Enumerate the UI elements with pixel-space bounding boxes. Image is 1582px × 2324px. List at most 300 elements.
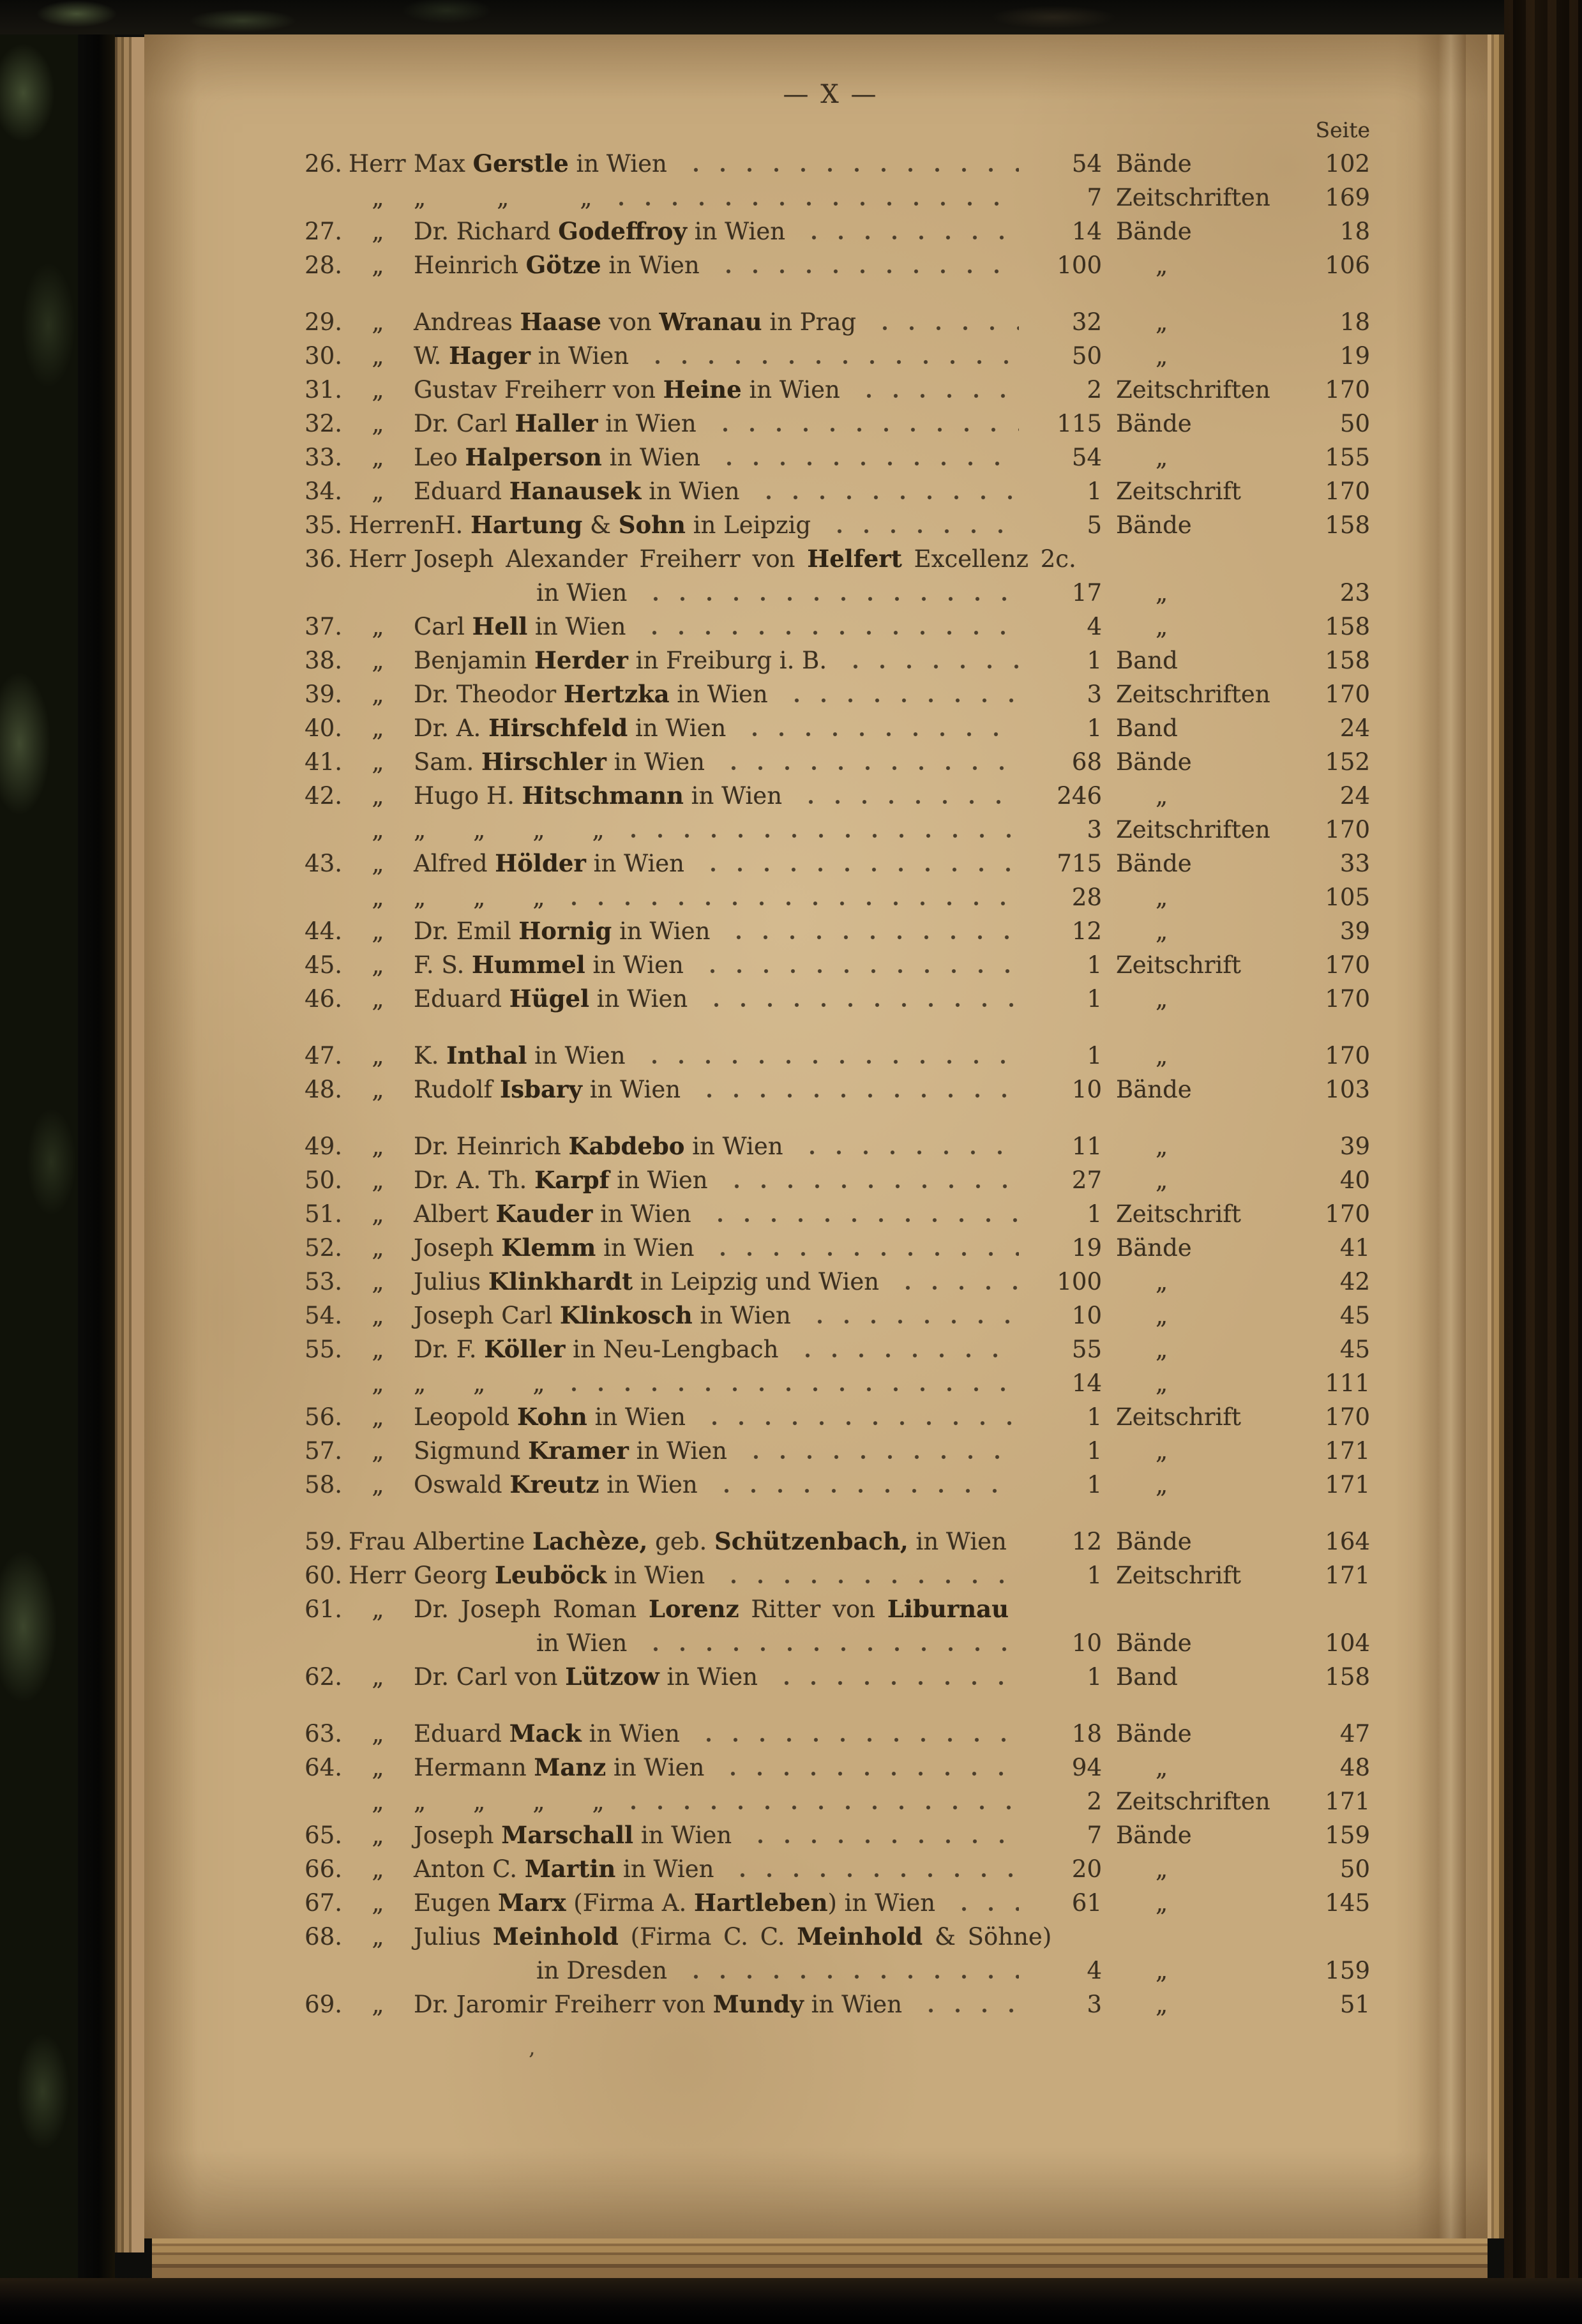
volume-unit: „: [1156, 917, 1168, 945]
name-segment: Inthal: [446, 1041, 527, 1069]
entry-row: [291, 1592, 1370, 1626]
seite-column-header: Seite: [1315, 117, 1370, 142]
entry-number: [291, 880, 342, 914]
volume-count: 3: [1087, 681, 1102, 708]
entry-number: 50.: [305, 1166, 342, 1194]
entry-row: [291, 1163, 1370, 1197]
volume-count: 10: [1071, 1076, 1102, 1103]
entry-row: [291, 1525, 1370, 1558]
name-segment: Schützenbach,: [714, 1527, 908, 1555]
page-ref: 171: [1325, 1562, 1370, 1589]
volume-unit: „: [1156, 252, 1168, 279]
name-segment: Hermann: [414, 1754, 534, 1781]
dot-leader: [719, 914, 1019, 948]
page-edges-right: [1488, 34, 1504, 2238]
name-segment: Heinrich: [414, 252, 526, 279]
name-segment: Julius: [414, 1923, 493, 1950]
name-segment: Hirschler: [481, 748, 606, 776]
page-ref: 40: [1339, 1166, 1370, 1194]
page-ref: 18: [1339, 308, 1370, 336]
dot-leader: [717, 1163, 1019, 1197]
person-prefix: „: [372, 1923, 384, 1950]
entry-row: [291, 1852, 1370, 1886]
name-segment: Marx: [498, 1889, 566, 1917]
person-prefix: „: [372, 1663, 384, 1691]
person-prefix: „: [372, 681, 384, 708]
entry-number: 69.: [305, 1991, 342, 2018]
entry-name: [414, 1299, 791, 1332]
entry-number: 46.: [305, 985, 342, 1013]
volume-unit: Bände: [1116, 1076, 1192, 1103]
person-prefix: „: [372, 1076, 384, 1103]
entry-number: 29.: [305, 308, 342, 336]
dot-leader: [676, 147, 1019, 181]
entry-name: [414, 1660, 758, 1694]
dot-leader: [791, 779, 1019, 813]
dot-leader: [888, 1265, 1019, 1299]
volume-unit: „: [1156, 1991, 1168, 2018]
name-segment: in Wien: [628, 1437, 727, 1465]
page-ref: 48: [1339, 1754, 1370, 1781]
name-segment: Kabdebo: [568, 1132, 685, 1160]
person-prefix: „: [372, 816, 384, 843]
entry-number: 32.: [305, 410, 342, 437]
volume-unit: Bände: [1116, 511, 1192, 539]
name-segment: Klemm: [501, 1234, 596, 1262]
page-edges-left: [115, 37, 144, 2252]
page-ref: 171: [1325, 1788, 1370, 1815]
name-segment: Hitschmann: [522, 781, 684, 810]
name-segment: Dr. Carl: [414, 410, 515, 437]
volume-count: 10: [1071, 1302, 1102, 1329]
entry-row: [291, 1265, 1370, 1299]
entry-name: [414, 441, 700, 474]
volume-count: 2: [1087, 1788, 1102, 1815]
page-ref: 145: [1325, 1889, 1370, 1917]
volume-count: 1: [1087, 1663, 1102, 1691]
page-ref: 103: [1325, 1076, 1370, 1103]
entry-number: [291, 1366, 342, 1400]
volume-unit: Bände: [1116, 1720, 1192, 1747]
entry-number: 61.: [305, 1596, 342, 1623]
name-segment: in Wien: [633, 1822, 732, 1849]
volume-count: 1: [1087, 1042, 1102, 1069]
person-prefix: „: [372, 1855, 384, 1883]
entry-number: [291, 813, 342, 847]
name-segment: Gustav Freiherr von: [414, 376, 663, 404]
name-segment: in Wien: [587, 1403, 686, 1431]
entry-name: [414, 847, 684, 880]
volume-count: 14: [1071, 1370, 1102, 1397]
person-prefix: „: [372, 410, 384, 437]
person-prefix: Herr: [349, 1562, 406, 1589]
dot-leader: [638, 339, 1019, 373]
name-segment: Sigmund: [414, 1437, 529, 1465]
name-segment: in Wien: [803, 1991, 903, 2018]
entry-number: 68.: [305, 1923, 342, 1950]
name-segment: Götze: [525, 251, 601, 279]
person-prefix: „: [372, 184, 384, 211]
name-segment: Sohn: [618, 511, 686, 539]
name-segment: Gerstle: [472, 149, 569, 177]
name-segment: Albertine: [414, 1528, 533, 1555]
name-segment: Hertzka: [563, 680, 670, 708]
volume-unit: „: [1156, 1268, 1168, 1295]
volume-unit: „: [1156, 579, 1168, 607]
dot-leader: [944, 1886, 1019, 1920]
person-prefix: „: [372, 1991, 384, 2018]
entry-name: [414, 1954, 667, 1988]
name-segment: in Wien: [683, 782, 783, 810]
volume-unit: Bände: [1116, 218, 1192, 245]
name-segment: in Wien: [908, 1528, 1007, 1555]
entry-row: [291, 1660, 1370, 1694]
name-segment: Hager: [449, 342, 531, 370]
name-segment: Albert: [414, 1200, 496, 1228]
person-prefix: „: [372, 1471, 384, 1498]
name-segment: Marschall: [501, 1821, 634, 1849]
name-segment: Isbary: [499, 1075, 582, 1103]
dot-leader: [689, 1717, 1019, 1751]
name-segment: K.: [414, 1042, 447, 1069]
volume-unit: „: [1156, 1302, 1168, 1329]
page-ref: 45: [1339, 1302, 1370, 1329]
entry-name: „ „ „: [414, 884, 545, 911]
entry-row: [291, 1886, 1370, 1920]
dot-leader: [777, 677, 1019, 711]
entry-row: [291, 1626, 1370, 1660]
entry-name: [414, 474, 740, 508]
entry-number: [291, 576, 342, 610]
name-segment: Haller: [515, 409, 598, 437]
dot-leader: [707, 1468, 1019, 1502]
volume-count: 100: [1057, 252, 1102, 279]
dot-leader: [749, 474, 1019, 508]
page-number-header: — X —: [783, 80, 878, 109]
volume-unit: „: [1156, 1889, 1168, 1917]
page-ref: 158: [1325, 1663, 1370, 1691]
entry-row: [291, 644, 1370, 677]
name-segment: & Söhne): [923, 1923, 1052, 1950]
page-ref: 158: [1325, 613, 1370, 640]
volume-count: 100: [1057, 1268, 1102, 1295]
name-segment: Dr. F.: [414, 1336, 485, 1363]
dot-leader: [735, 711, 1019, 745]
entry-name: [414, 1434, 727, 1468]
volume-count: 7: [1087, 184, 1102, 211]
name-segment: Dr. Carl von: [414, 1663, 566, 1691]
entry-name: [414, 542, 1076, 576]
entry-name: [414, 1920, 1051, 1954]
name-segment: in Leipzig und Wien: [633, 1268, 880, 1295]
dot-leader: [601, 181, 1019, 215]
volume-unit: Bände: [1116, 150, 1192, 177]
entry-number: [291, 181, 342, 215]
entry-name: [414, 1558, 705, 1592]
entry-name: „ „ „: [414, 1370, 545, 1397]
dot-leader: [554, 880, 1019, 914]
entry-name: [414, 1525, 1007, 1558]
dot-leader: [794, 215, 1019, 248]
entry-number: 33.: [305, 444, 342, 471]
name-segment: Joseph: [414, 1234, 502, 1262]
name-segment: Manz: [534, 1753, 606, 1781]
name-segment: in Wien: [585, 951, 684, 979]
name-segment: (Firma C. C.: [618, 1923, 797, 1950]
dot-leader: [736, 1434, 1019, 1468]
volume-count: 1: [1087, 1403, 1102, 1431]
entry-row: [291, 779, 1370, 813]
entry-row: [291, 1751, 1370, 1784]
book-cover-right: [1504, 0, 1582, 2324]
name-segment: Benjamin: [414, 647, 534, 674]
volume-count: 12: [1071, 917, 1102, 945]
name-segment: Ritter von: [739, 1596, 887, 1623]
volume-unit: „: [1156, 613, 1168, 640]
volume-count: 1: [1087, 1437, 1102, 1465]
name-segment: Hügel: [509, 985, 590, 1013]
volume-unit: „: [1156, 1437, 1168, 1465]
person-prefix: „: [372, 1336, 384, 1363]
person-prefix: „: [372, 1437, 384, 1465]
dot-leader: [714, 745, 1019, 779]
person-prefix: „: [372, 1403, 384, 1431]
page-ref: 170: [1325, 1200, 1370, 1228]
volume-count: 1: [1087, 714, 1102, 742]
volume-count: 68: [1071, 748, 1102, 776]
entry-name: [414, 948, 684, 982]
name-segment: Hugo H.: [414, 782, 522, 810]
name-segment: Sam.: [414, 748, 482, 776]
name-segment: H.: [435, 511, 471, 539]
page-ref: 102: [1325, 150, 1370, 177]
entry-name: [414, 1852, 714, 1886]
entry-number: 43.: [305, 850, 342, 877]
person-prefix: Frau: [349, 1528, 406, 1555]
entry-name: [414, 1197, 691, 1231]
volume-count: 4: [1087, 1957, 1102, 1984]
name-segment: in Wien: [615, 1855, 714, 1883]
name-segment: Leo: [414, 444, 465, 471]
person-prefix: „: [372, 1133, 384, 1160]
page-ref: 158: [1325, 647, 1370, 674]
donor-list: [291, 147, 1370, 2021]
book-cover-bottom: [0, 2278, 1582, 2324]
entry-row: [291, 373, 1370, 407]
name-segment: F. S.: [414, 951, 472, 979]
entry-number: 36.: [305, 545, 342, 573]
volume-count: 50: [1071, 342, 1102, 370]
entry-name: [414, 576, 627, 610]
page-ref: 171: [1325, 1437, 1370, 1465]
volume-unit: Bände: [1116, 1528, 1192, 1555]
entry-row: [291, 1920, 1370, 1954]
entry-name: [435, 508, 811, 542]
page-ref: 159: [1325, 1957, 1370, 1984]
page-ref: 155: [1325, 444, 1370, 471]
volume-unit: Bände: [1116, 1234, 1192, 1262]
name-segment: Eduard: [414, 1720, 509, 1747]
volume-unit: Zeitschriften: [1116, 184, 1270, 211]
dot-leader: [741, 1818, 1019, 1852]
page-ref: 51: [1339, 1991, 1370, 2018]
person-prefix: „: [372, 647, 384, 674]
volume-unit: „: [1156, 782, 1168, 810]
page-ref: 158: [1325, 511, 1370, 539]
name-segment: Alfred: [414, 850, 495, 877]
entry-name: „ „ „ „: [414, 1788, 605, 1815]
entry-name: [414, 1592, 1009, 1626]
name-segment: Herder: [534, 646, 628, 674]
printer-mark: ‚: [529, 2035, 536, 2060]
volume-unit: Band: [1116, 1663, 1178, 1691]
name-segment: in Wien: [659, 1663, 758, 1691]
entry-name: [414, 982, 688, 1016]
dot-leader: [820, 508, 1019, 542]
page-ref: 45: [1339, 1336, 1370, 1363]
name-segment: Hirschfeld: [488, 714, 628, 742]
book-spine-shadow: [78, 0, 115, 2324]
entry-number: 54.: [305, 1302, 342, 1329]
volume-count: 1: [1087, 951, 1102, 979]
dot-leader: [636, 1626, 1019, 1660]
entry-row: [291, 1988, 1370, 2021]
entry-number: 47.: [305, 1042, 342, 1069]
person-prefix: „: [372, 1234, 384, 1262]
page-ref: 170: [1325, 1042, 1370, 1069]
name-segment: in Wien: [606, 748, 705, 776]
page-ref: 41: [1339, 1234, 1370, 1262]
entry-row: [291, 508, 1370, 542]
name-segment: Joseph Alexander Freiherr von: [414, 545, 808, 573]
name-segment: in Wien: [606, 1562, 705, 1589]
volume-unit: „: [1156, 1471, 1168, 1498]
name-segment: in Wien: [568, 150, 667, 177]
person-prefix: „: [372, 1042, 384, 1069]
person-prefix: „: [372, 1822, 384, 1849]
dot-leader: [713, 1751, 1019, 1784]
entry-row: [291, 847, 1370, 880]
volume-count: 3: [1087, 1991, 1102, 2018]
name-segment: von: [601, 308, 659, 336]
entry-number: [291, 1954, 342, 1988]
volume-unit: Zeitschrift: [1116, 1200, 1241, 1228]
name-segment: Godeffroy: [558, 217, 687, 245]
entry-number: 27.: [305, 218, 342, 245]
entry-number: 59.: [305, 1528, 342, 1555]
name-segment: Max: [414, 150, 473, 177]
name-segment: in Wien: [669, 681, 768, 708]
name-segment: Leuböck: [494, 1561, 607, 1589]
person-prefix: Herr: [349, 150, 406, 177]
page-ref: 33: [1339, 850, 1370, 877]
entry-name: [414, 1231, 694, 1265]
page-edges-bottom: [152, 2238, 1488, 2278]
volume-unit: Bände: [1116, 850, 1192, 877]
name-segment: Kohn: [516, 1403, 587, 1431]
entry-number: 58.: [305, 1471, 342, 1498]
person-prefix: „: [372, 985, 384, 1013]
entry-number: 30.: [305, 342, 342, 370]
entry-number: 63.: [305, 1720, 342, 1747]
entry-name: [414, 914, 710, 948]
name-segment: Dr. Theodor: [414, 681, 564, 708]
volume-unit: Zeitschrift: [1116, 1562, 1241, 1589]
entry-row: [291, 1434, 1370, 1468]
group-gap: [291, 1106, 1370, 1129]
entry-number: 52.: [305, 1234, 342, 1262]
entry-number: 53.: [305, 1268, 342, 1295]
dot-leader: [788, 1332, 1020, 1366]
entry-row: [291, 1558, 1370, 1592]
name-segment: Hell: [472, 612, 528, 640]
volume-count: 7: [1087, 1822, 1102, 1849]
person-prefix: [342, 1954, 414, 1988]
person-prefix: „: [372, 444, 384, 471]
volume-count: 5: [1087, 511, 1102, 539]
page-ref: 105: [1325, 884, 1370, 911]
volume-unit: Bände: [1116, 748, 1192, 776]
entry-row: [291, 576, 1370, 610]
page-crease: [1416, 34, 1466, 2238]
name-segment: Hartleben: [694, 1889, 828, 1917]
dot-leader: [554, 1366, 1019, 1400]
volume-unit: „: [1156, 1166, 1168, 1194]
entry-number: 57.: [305, 1437, 342, 1465]
entry-name: [414, 644, 827, 677]
dot-leader: [714, 1558, 1019, 1592]
entry-number: 42.: [305, 782, 342, 810]
entry-name: [414, 711, 726, 745]
entry-row: [291, 745, 1370, 779]
entry-number: 38.: [305, 647, 342, 674]
name-segment: in Wien: [601, 444, 700, 471]
entry-number: 67.: [305, 1889, 342, 1917]
entry-name: [414, 1129, 783, 1163]
volume-count: 1: [1087, 985, 1102, 1013]
entry-number: 66.: [305, 1855, 342, 1883]
entry-name: [414, 1717, 680, 1751]
entry-row: [291, 1954, 1370, 1988]
volume-count: 61: [1071, 1889, 1102, 1917]
entry-name: [414, 1163, 708, 1197]
entry-number: 64.: [305, 1754, 342, 1781]
entry-number: 26.: [305, 150, 342, 177]
dot-leader: [1016, 1525, 1019, 1558]
entry-name: [414, 305, 856, 339]
page-ref: 169: [1325, 184, 1370, 211]
name-segment: Hölder: [495, 849, 586, 877]
entry-number: 56.: [305, 1403, 342, 1431]
dot-leader: [689, 1073, 1019, 1106]
person-prefix: „: [372, 1754, 384, 1781]
dot-leader: [723, 1852, 1019, 1886]
entry-name: [414, 745, 705, 779]
name-segment: Heine: [663, 375, 742, 404]
donor-list-content: [291, 79, 1370, 2060]
entry-number: 39.: [305, 681, 342, 708]
volume-unit: Zeitschriften: [1116, 376, 1270, 404]
person-prefix: Herren: [349, 511, 435, 539]
name-segment: in Wien: [599, 1471, 698, 1498]
dot-leader: [800, 1299, 1019, 1332]
entry-number: 60.: [305, 1562, 342, 1589]
name-segment: Joseph Carl: [414, 1302, 560, 1329]
name-segment: Liburnau: [887, 1595, 1009, 1623]
entry-row: [291, 474, 1370, 508]
name-segment: Lorenz: [648, 1595, 739, 1623]
entry-row: [291, 948, 1370, 982]
